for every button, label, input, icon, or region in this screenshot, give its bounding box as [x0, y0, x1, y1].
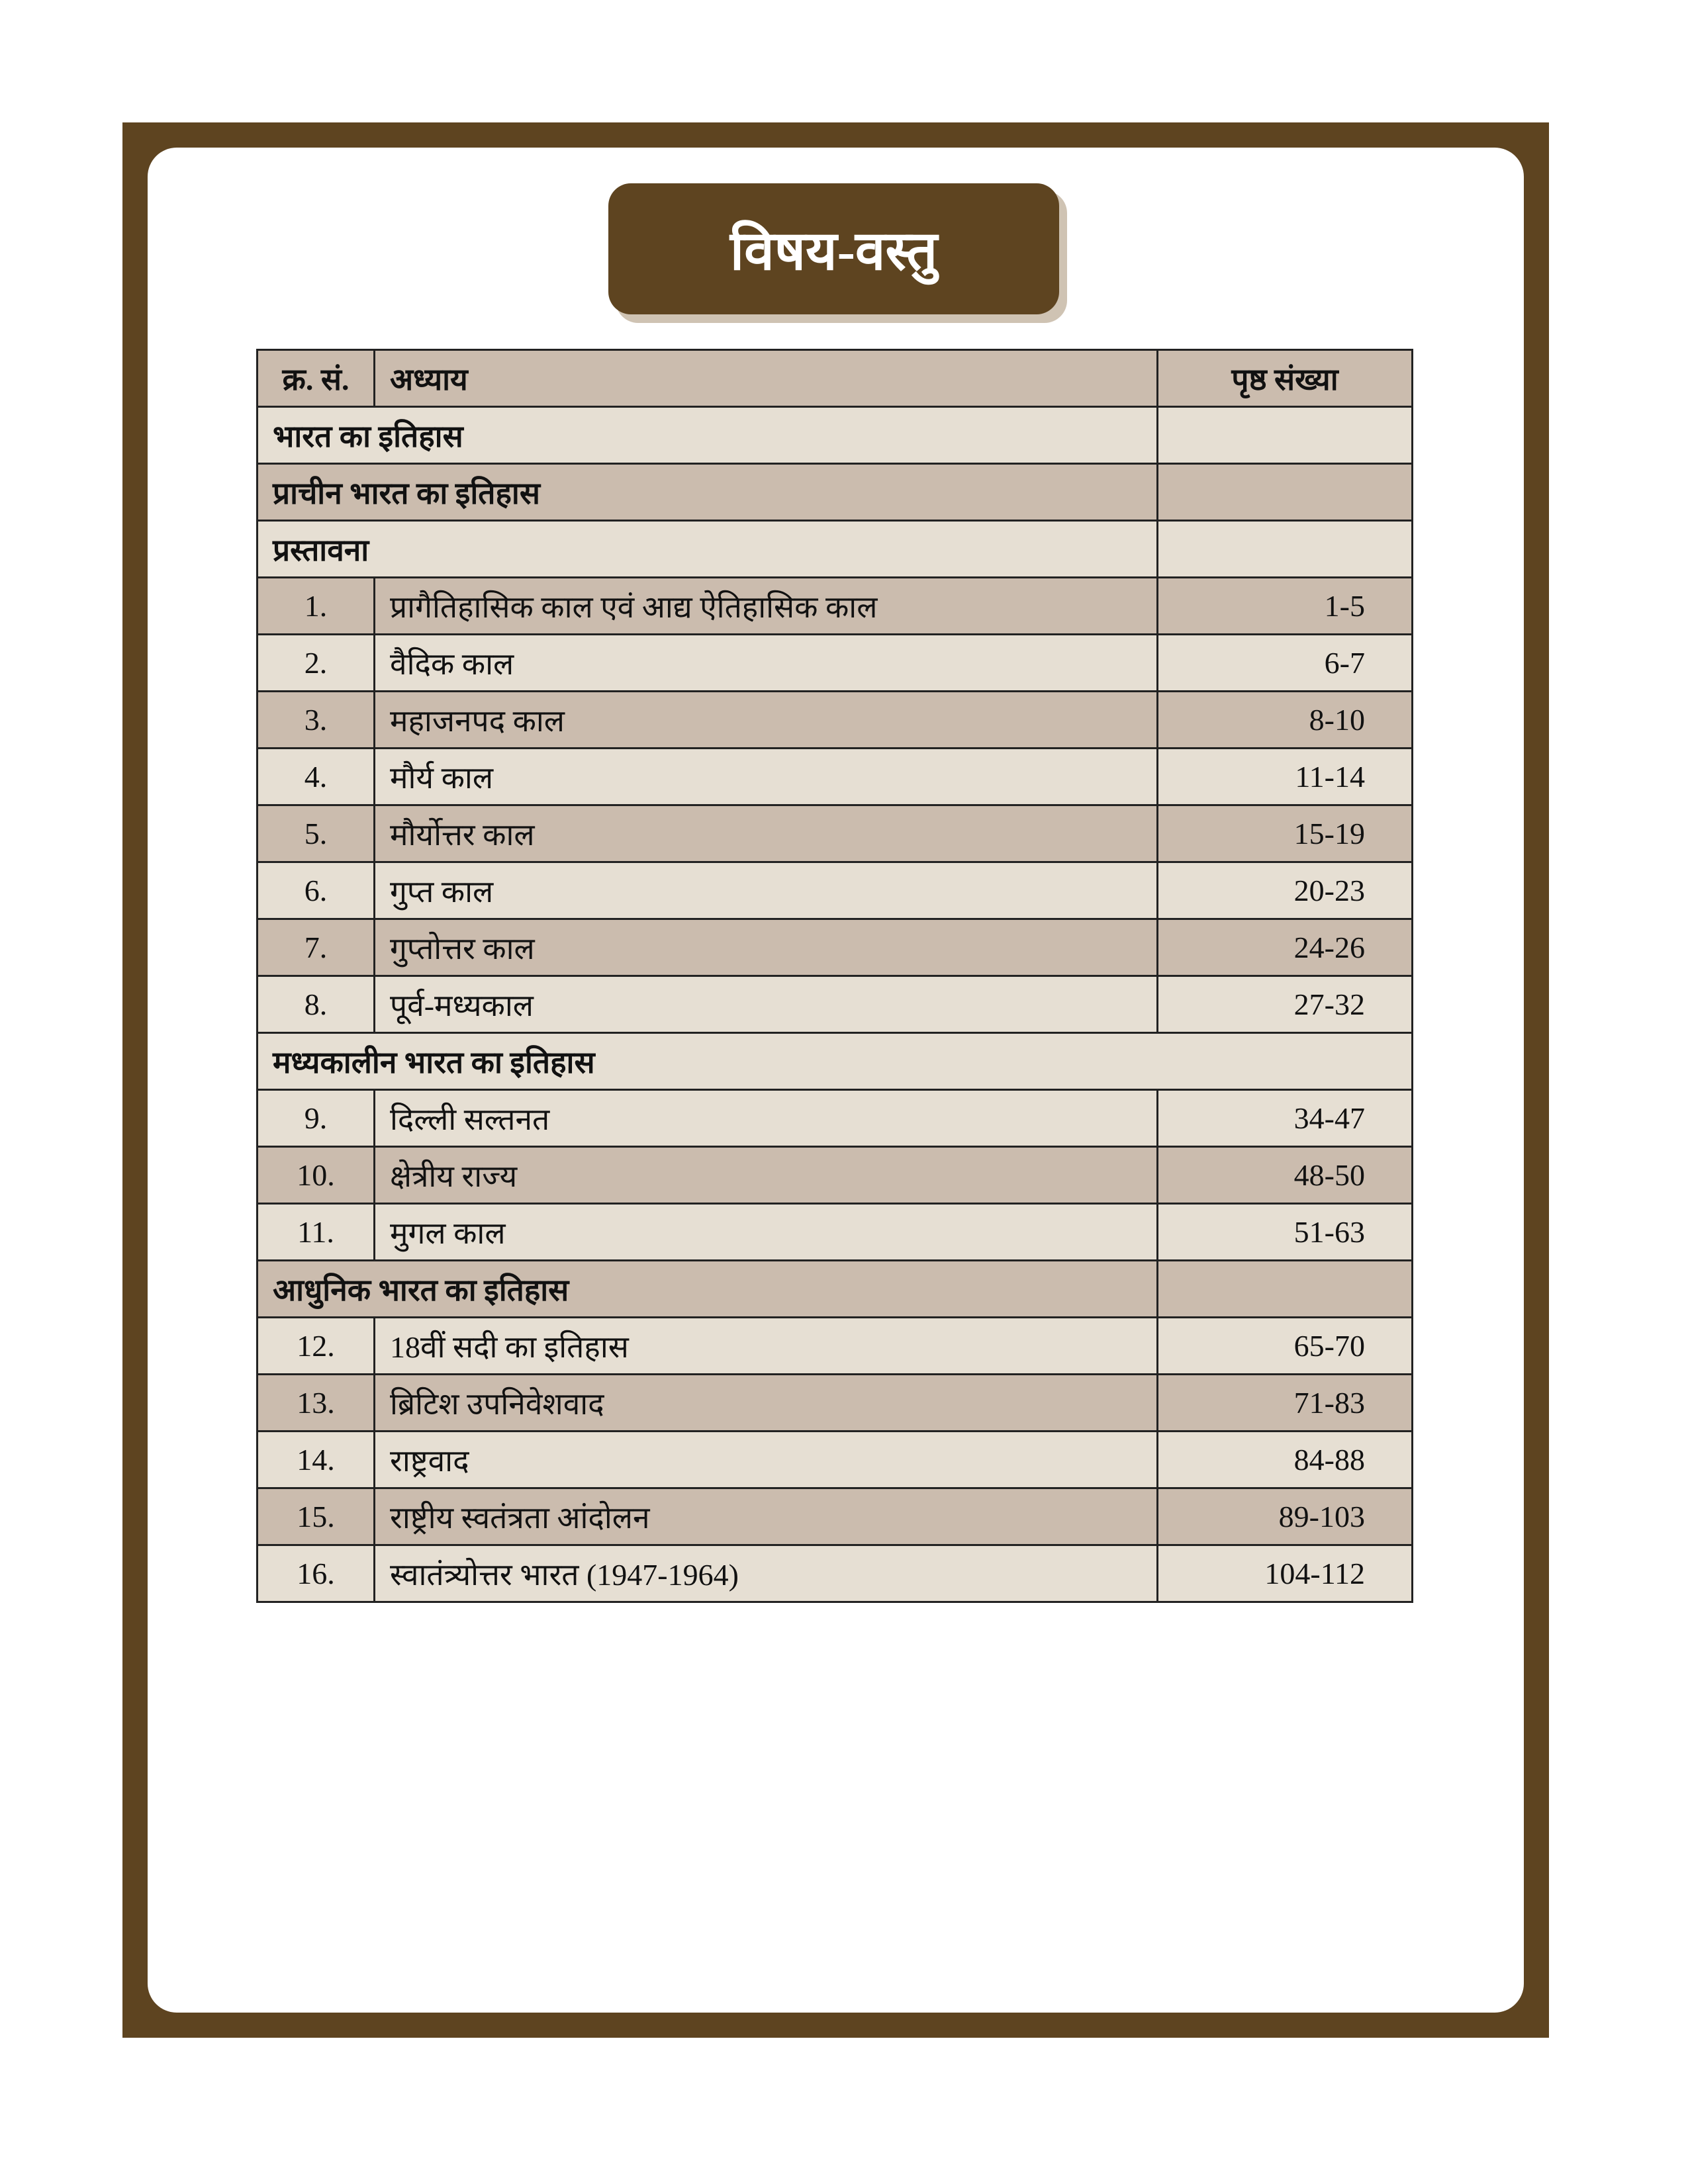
- header-page: पृष्ठ संख्या: [1158, 350, 1413, 407]
- table-row: [258, 1545, 1413, 1602]
- chapter-number: 4.: [258, 749, 375, 805]
- header-chapter: अध्याय: [375, 350, 1158, 407]
- chapter-pages: 20-23: [1158, 862, 1413, 919]
- chapter-title: गुप्तोत्तर काल: [375, 919, 1158, 976]
- chapter-number: 11.: [258, 1204, 375, 1261]
- chapter-pages: 84-88: [1158, 1432, 1413, 1488]
- contents-table: [256, 349, 1413, 1603]
- chapter-pages: 89-103: [1158, 1488, 1413, 1545]
- chapter-title: 18वीं सदी का इतिहास: [375, 1318, 1158, 1375]
- section-row: [258, 1261, 1413, 1318]
- section-title: प्रस्तावना: [258, 521, 1158, 578]
- chapter-pages: 6-7: [1158, 635, 1413, 692]
- chapter-title: प्रागैतिहासिक काल एवं आद्य ऐतिहासिक काल: [375, 578, 1158, 635]
- table-row: [258, 635, 1413, 692]
- chapter-number: 10.: [258, 1147, 375, 1204]
- section-row: [258, 464, 1413, 521]
- chapter-number: 2.: [258, 635, 375, 692]
- chapter-number: 1.: [258, 578, 375, 635]
- chapter-pages: 27-32: [1158, 976, 1413, 1033]
- section-row: [258, 521, 1413, 578]
- chapter-number: 5.: [258, 805, 375, 862]
- chapter-pages: 24-26: [1158, 919, 1413, 976]
- table-row: [258, 862, 1413, 919]
- header-serial: क्र. सं.: [258, 350, 375, 407]
- section-title: आधुनिक भारत का इतिहास: [258, 1261, 1158, 1318]
- chapter-pages: 1-5: [1158, 578, 1413, 635]
- chapter-pages: 71-83: [1158, 1375, 1413, 1432]
- chapter-pages: 34-47: [1158, 1090, 1413, 1147]
- chapter-title: मुगल काल: [375, 1204, 1158, 1261]
- chapter-title: गुप्त काल: [375, 862, 1158, 919]
- chapter-pages: 11-14: [1158, 749, 1413, 805]
- table-row: [258, 749, 1413, 805]
- chapter-number: 13.: [258, 1375, 375, 1432]
- table-row: [258, 578, 1413, 635]
- chapter-number: 12.: [258, 1318, 375, 1375]
- chapter-title: महाजनपद काल: [375, 692, 1158, 749]
- chapter-pages: 8-10: [1158, 692, 1413, 749]
- page-title: विषय-वस्तु: [608, 183, 1059, 314]
- chapter-title: राष्ट्रवाद: [375, 1432, 1158, 1488]
- chapter-pages: 65-70: [1158, 1318, 1413, 1375]
- chapter-pages: 15-19: [1158, 805, 1413, 862]
- chapter-number: 14.: [258, 1432, 375, 1488]
- section-title: प्राचीन भारत का इतिहास: [258, 464, 1158, 521]
- chapter-number: 6.: [258, 862, 375, 919]
- table-row: [258, 1432, 1413, 1488]
- chapter-title: दिल्ली सल्तनत: [375, 1090, 1158, 1147]
- table-row: [258, 1204, 1413, 1261]
- table-row: [258, 1318, 1413, 1375]
- chapter-number: 16.: [258, 1545, 375, 1602]
- chapter-title: स्वातंत्र्योत्तर भारत (1947-1964): [375, 1545, 1158, 1602]
- chapter-number: 8.: [258, 976, 375, 1033]
- table-row: [258, 692, 1413, 749]
- chapter-number: 3.: [258, 692, 375, 749]
- chapter-pages: 48-50: [1158, 1147, 1413, 1204]
- table-row: [258, 1147, 1413, 1204]
- chapter-title: मौर्य काल: [375, 749, 1158, 805]
- chapter-title: ब्रिटिश उपनिवेशवाद: [375, 1375, 1158, 1432]
- chapter-title: वैदिक काल: [375, 635, 1158, 692]
- table-row: [258, 1488, 1413, 1545]
- chapter-number: 15.: [258, 1488, 375, 1545]
- table-header-row: [258, 350, 1413, 407]
- section-row: [258, 407, 1413, 464]
- chapter-title: राष्ट्रीय स्वतंत्रता आंदोलन: [375, 1488, 1158, 1545]
- table-row: [258, 1375, 1413, 1432]
- chapter-number: 9.: [258, 1090, 375, 1147]
- section-title: मध्यकालीन भारत का इतिहास: [258, 1033, 1413, 1090]
- chapter-number: 7.: [258, 919, 375, 976]
- table-row: [258, 919, 1413, 976]
- table-row: [258, 976, 1413, 1033]
- chapter-pages: 104-112: [1158, 1545, 1413, 1602]
- chapter-title: क्षेत्रीय राज्य: [375, 1147, 1158, 1204]
- section-row: [258, 1033, 1413, 1090]
- table-row: [258, 805, 1413, 862]
- chapter-pages: 51-63: [1158, 1204, 1413, 1261]
- table-row: [258, 1090, 1413, 1147]
- section-title: भारत का इतिहास: [258, 407, 1158, 464]
- chapter-title: पूर्व-मध्यकाल: [375, 976, 1158, 1033]
- chapter-title: मौर्योत्तर काल: [375, 805, 1158, 862]
